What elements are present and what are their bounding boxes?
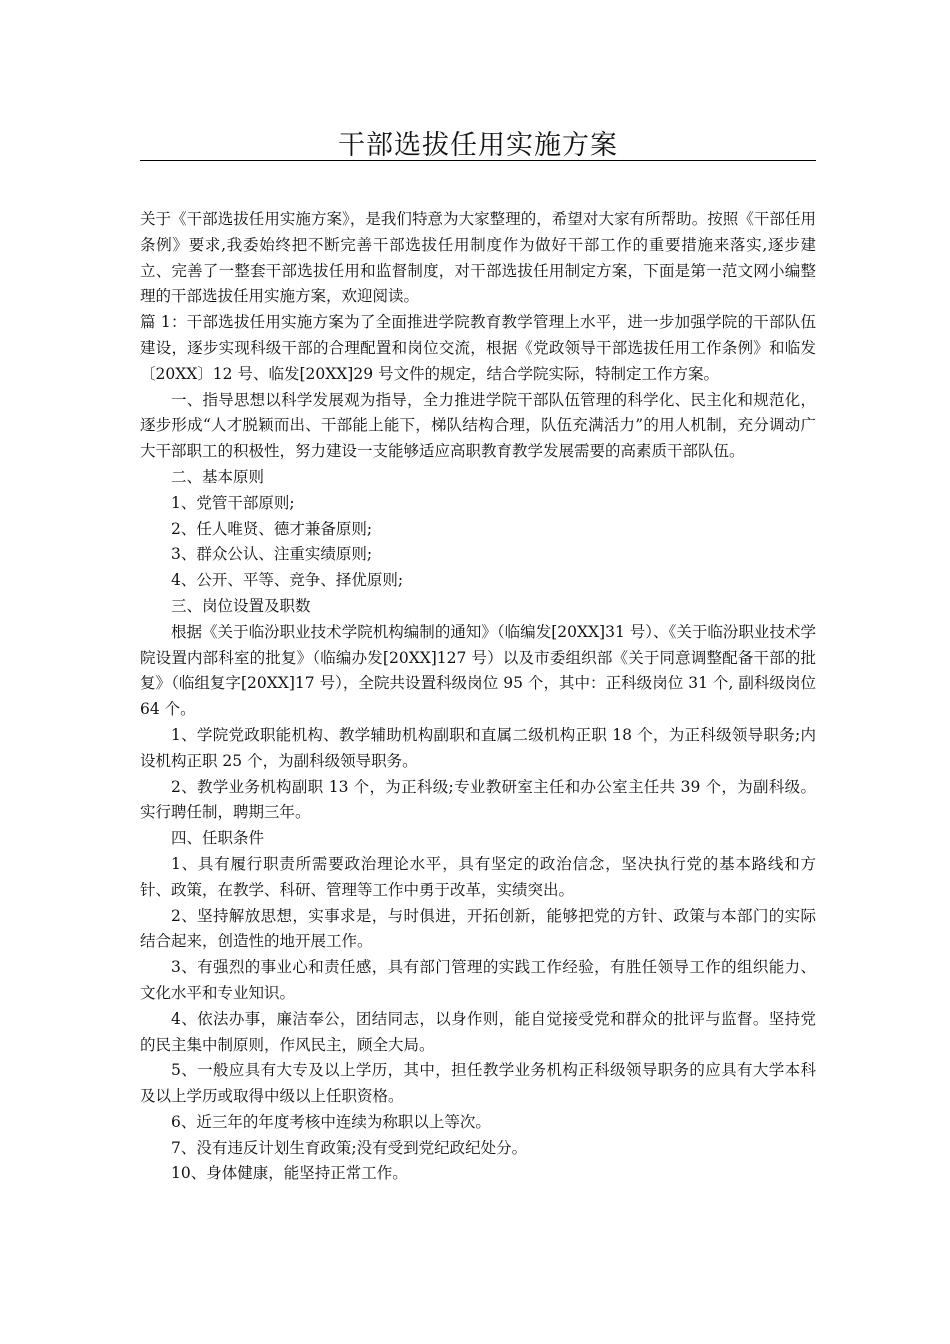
body-paragraph: 2、教学业务机构副职 13 个，为正科级;专业教研室主任和办公室主任共 39 个，为副科级。实行聘任制，聘期三年。: [140, 777, 816, 822]
body-paragraph: 4、依法办事，廉洁奉公，团结同志，以身作则，能自觉接受党和群众的批评与监督。坚持党的民主集中制原则，作风民主，顾全大局。: [140, 1009, 816, 1054]
body-paragraph: 1、具有履行职责所需要政治理论水平，具有坚定的政治信念，坚决执行党的基本路线和方针、政策，在教学、科研、管理等工作中勇于改革，实绩突出。: [140, 854, 816, 899]
document-body: [140, 207, 816, 1187]
body-paragraph: 10、身体健康，能坚持正常工作。: [171, 1164, 408, 1183]
body-paragraph: 2、坚持解放思想，实事求是，与时俱进，开拓创新，能够把党的方针、政策与本部门的实际结合起来，创造性的地开展工作。: [140, 906, 816, 951]
title-underline: [140, 160, 816, 161]
body-paragraph: 1、党管干部原则;: [171, 493, 295, 512]
body-paragraph: 5、一般应具有大专及以上学历，其中，担任教学业务机构正科级领导职务的应具有大学本科及以上学历或取得中级以上任职资格。: [140, 1061, 816, 1106]
body-paragraph: 6、近三年的年度考核中连续为称职以上等次。: [171, 1112, 491, 1131]
body-paragraph: 根据《关于临汾职业技术学院机构编制的通知》（临编发[20XX]31 号）、《关于临汾职业技术学院设置内部科室的批复》（临编办发[20XX]127 号）以及市委组织部《关于同意调整配备干部的批复》（临组复字[20XX]17 号），全院共设置科级岗位 95 个，其中：正科级岗位 31 个, 副科级岗位 64 个。: [140, 622, 816, 719]
body-paragraph: 篇 1：干部选拔任用实施方案为了全面推进学院教育教学管理上水平，进一步加强学院的干部队伍建设，逐步实现科级干部的合理配置和岗位交流，根据《党政领导干部选拔任用工作条例》和临发〔20XX〕12 号、临发[20XX]29 号文件的规定，结合学院实际，特制定工作方案。: [140, 313, 816, 383]
document-title: 干部选拔任用实施方案: [338, 130, 618, 161]
body-paragraph: 3、有强烈的事业心和责任感，具有部门管理的实践工作经验，有胜任领导工作的组织能力、文化水平和专业知识。: [140, 958, 816, 1002]
body-paragraph: 二、基本原则: [171, 467, 265, 486]
body-paragraph: 7、没有违反计划生育政策;没有受到党纪政纪处分。: [171, 1138, 528, 1157]
body-paragraph: 3、群众公认、注重实绩原则;: [171, 545, 373, 564]
body-paragraph: 一、指导思想以科学发展观为指导，全力推进学院干部队伍管理的科学化、民主化和规范化，逐步形成“人才脱颖而出、干部能上能下，梯队结构合理，队伍充满活力”的用人机制，充分调动广大干部职工的积极性，努力建设一支能够适应高职教育教学发展需要的高素质干部队伍。: [140, 390, 816, 461]
body-paragraph: 2、任人唯贤、德才兼备原则;: [171, 519, 373, 538]
body-paragraph: 关于《干部选拔任用实施方案》，是我们特意为大家整理的，希望对大家有所帮助。按照《干部任用条例》要求,我委始终把不断完善干部选拔任用制度作为做好干部工作的重要措施来落实,逐步建立、完善了一整套干部选拔任用和监督制度，对干部选拔任用制定方案，下面是第一范文网小编整理的干部选拔任用实施方案，欢迎阅读。: [140, 210, 816, 306]
body-paragraph: 1、学院党政职能机构、教学辅助机构副职和直属二级机构正职 18 个，为正科级领导职务;内设机构正职 25 个，为副科级领导职务。: [140, 725, 816, 770]
body-paragraph: 三、岗位设置及职数: [171, 596, 311, 615]
body-paragraph: 4、公开、平等、竞争、择优原则;: [171, 571, 404, 590]
body-paragraph: 四、任职条件: [171, 829, 265, 848]
